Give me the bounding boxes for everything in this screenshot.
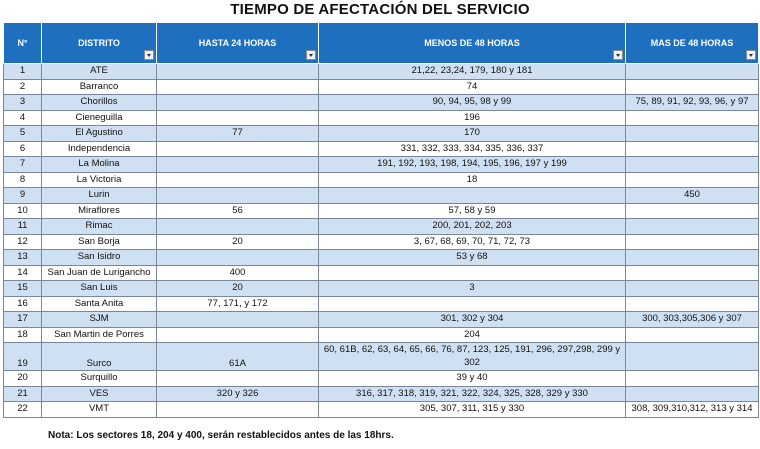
cell-menos48: 331, 332, 333, 334, 335, 336, 337 (319, 141, 626, 157)
cell-mas48 (626, 343, 759, 371)
cell-menos48: 53 y 68 (319, 250, 626, 266)
cell-hasta24 (157, 157, 319, 173)
cell-hasta24 (157, 219, 319, 235)
cell-hasta24 (157, 327, 319, 343)
filter-dropdown-icon[interactable] (746, 50, 756, 60)
cell-distrito: La Molina (42, 157, 157, 173)
filter-dropdown-icon[interactable] (306, 50, 316, 60)
cell-n: 16 (4, 296, 42, 312)
cell-menos48: 74 (319, 79, 626, 95)
cell-n: 10 (4, 203, 42, 219)
cell-mas48 (626, 110, 759, 126)
table-row (4, 126, 759, 142)
cell-menos48: 60, 61B, 62, 63, 64, 65, 66, 76, 87, 123, 125, 191, 296, 297,298, 299 y 302 (319, 343, 626, 371)
cell-distrito: Barranco (42, 79, 157, 95)
cell-n: 1 (4, 64, 42, 80)
filter-dropdown-icon[interactable] (613, 50, 623, 60)
table-row (4, 110, 759, 126)
cell-distrito: Independencia (42, 141, 157, 157)
cell-hasta24: 20 (157, 281, 319, 297)
cell-hasta24 (157, 79, 319, 95)
table-row (4, 402, 759, 418)
cell-distrito: San Juan de Lurigancho (42, 265, 157, 281)
cell-hasta24 (157, 172, 319, 188)
table-row (4, 312, 759, 328)
header-menos48-label: MENOS DE 48 HORAS (424, 38, 520, 48)
cell-menos48: 18 (319, 172, 626, 188)
cell-n: 4 (4, 110, 42, 126)
cell-menos48: 191, 192, 193, 198, 194, 195, 196, 197 y 199 (319, 157, 626, 173)
table-row (4, 371, 759, 387)
cell-mas48: 75, 89, 91, 92, 93, 96, y 97 (626, 95, 759, 111)
cell-n: 6 (4, 141, 42, 157)
cell-distrito: Surco (42, 343, 157, 371)
cell-mas48 (626, 172, 759, 188)
cell-n: 21 (4, 386, 42, 402)
cell-n: 18 (4, 327, 42, 343)
sort-filter-icon[interactable] (144, 50, 154, 60)
cell-distrito: VMT (42, 402, 157, 418)
header-distrito-label: DISTRITO (78, 38, 120, 48)
cell-n: 5 (4, 126, 42, 142)
cell-n: 12 (4, 234, 42, 250)
cell-menos48 (319, 265, 626, 281)
cell-n: 14 (4, 265, 42, 281)
cell-menos48 (319, 188, 626, 204)
table-row (4, 250, 759, 266)
cell-n: 9 (4, 188, 42, 204)
cell-n: 8 (4, 172, 42, 188)
cell-distrito: Lurin (42, 188, 157, 204)
cell-distrito: La Victoria (42, 172, 157, 188)
cell-menos48: 204 (319, 327, 626, 343)
cell-n: 17 (4, 312, 42, 328)
cell-hasta24: 61A (157, 343, 319, 371)
cell-hasta24 (157, 371, 319, 387)
table-row (4, 157, 759, 173)
cell-mas48 (626, 157, 759, 173)
cell-hasta24: 400 (157, 265, 319, 281)
cell-n: 13 (4, 250, 42, 266)
cell-menos48: 305, 307, 311, 315 y 330 (319, 402, 626, 418)
cell-hasta24: 20 (157, 234, 319, 250)
cell-distrito: Rimac (42, 219, 157, 235)
cell-mas48 (626, 126, 759, 142)
table-row (4, 281, 759, 297)
cell-hasta24 (157, 110, 319, 126)
cell-mas48 (626, 64, 759, 80)
cell-hasta24: 77, 171, y 172 (157, 296, 319, 312)
cell-n: 19 (4, 343, 42, 371)
table-row (4, 79, 759, 95)
cell-hasta24: 320 y 326 (157, 386, 319, 402)
table-row (4, 203, 759, 219)
cell-distrito: San Borja (42, 234, 157, 250)
cell-hasta24 (157, 312, 319, 328)
table-row (4, 172, 759, 188)
cell-menos48: 3, 67, 68, 69, 70, 71, 72, 73 (319, 234, 626, 250)
cell-distrito: VES (42, 386, 157, 402)
cell-hasta24: 56 (157, 203, 319, 219)
table-row (4, 95, 759, 111)
cell-hasta24 (157, 188, 319, 204)
cell-mas48 (626, 141, 759, 157)
cell-hasta24 (157, 250, 319, 266)
header-row (4, 23, 759, 64)
table-row (4, 64, 759, 80)
cell-mas48 (626, 203, 759, 219)
cell-distrito: Surquillo (42, 371, 157, 387)
cell-distrito: El Agustino (42, 126, 157, 142)
header-n-label: N° (17, 38, 28, 48)
table-row (4, 219, 759, 235)
cell-mas48 (626, 79, 759, 95)
footer-note: Nota: Los sectores 18, 204 y 400, serán restablecidos antes de las 18hrs. (48, 430, 394, 441)
cell-hasta24 (157, 64, 319, 80)
cell-n: 11 (4, 219, 42, 235)
page-title: TIEMPO DE AFECTACIÓN DEL SERVICIO (230, 1, 530, 18)
header-hasta24 (157, 23, 319, 64)
cell-distrito: Miraflores (42, 203, 157, 219)
cell-mas48 (626, 265, 759, 281)
cell-menos48: 39 y 40 (319, 371, 626, 387)
cell-distrito: SJM (42, 312, 157, 328)
table-row (4, 188, 759, 204)
cell-menos48: 200, 201, 202, 203 (319, 219, 626, 235)
header-distrito (42, 23, 157, 64)
cell-distrito: San Isidro (42, 250, 157, 266)
cell-mas48 (626, 250, 759, 266)
table-row (4, 234, 759, 250)
cell-n: 7 (4, 157, 42, 173)
cell-menos48 (319, 296, 626, 312)
table-row (4, 386, 759, 402)
cell-n: 3 (4, 95, 42, 111)
cell-mas48 (626, 281, 759, 297)
cell-n: 15 (4, 281, 42, 297)
cell-hasta24 (157, 141, 319, 157)
cell-hasta24 (157, 95, 319, 111)
cell-n: 2 (4, 79, 42, 95)
cell-mas48 (626, 219, 759, 235)
cell-distrito: San Martin de Porres (42, 327, 157, 343)
cell-mas48: 308, 309,310,312, 313 y 314 (626, 402, 759, 418)
cell-menos48: 301, 302 y 304 (319, 312, 626, 328)
cell-mas48: 450 (626, 188, 759, 204)
cell-n: 22 (4, 402, 42, 418)
cell-distrito: San Luis (42, 281, 157, 297)
header-menos48 (319, 23, 626, 64)
cell-menos48: 21,22, 23,24, 179, 180 y 181 (319, 64, 626, 80)
table-row (4, 265, 759, 281)
cell-mas48 (626, 327, 759, 343)
table-row (4, 296, 759, 312)
service-table (3, 22, 759, 418)
table-row (4, 327, 759, 343)
cell-menos48: 57, 58 y 59 (319, 203, 626, 219)
table-row (4, 141, 759, 157)
cell-distrito: ATE (42, 64, 157, 80)
table-row (4, 343, 759, 371)
header-mas48-label: MAS DE 48 HORAS (650, 38, 734, 48)
header-n (4, 23, 42, 64)
cell-mas48 (626, 234, 759, 250)
header-mas48 (626, 23, 759, 64)
cell-distrito: Cieneguilla (42, 110, 157, 126)
cell-menos48: 3 (319, 281, 626, 297)
header-hasta24-label: HASTA 24 HORAS (198, 38, 277, 48)
cell-distrito: Chorillos (42, 95, 157, 111)
cell-distrito: Santa Anita (42, 296, 157, 312)
cell-menos48: 316, 317, 318, 319, 321, 322, 324, 325, 328, 329 y 330 (319, 386, 626, 402)
cell-mas48 (626, 296, 759, 312)
cell-menos48: 170 (319, 126, 626, 142)
cell-hasta24 (157, 402, 319, 418)
cell-hasta24: 77 (157, 126, 319, 142)
cell-n: 20 (4, 371, 42, 387)
cell-menos48: 196 (319, 110, 626, 126)
cell-mas48: 300, 303,305,306 y 307 (626, 312, 759, 328)
cell-mas48 (626, 371, 759, 387)
cell-menos48: 90, 94, 95, 98 y 99 (319, 95, 626, 111)
cell-mas48 (626, 386, 759, 402)
